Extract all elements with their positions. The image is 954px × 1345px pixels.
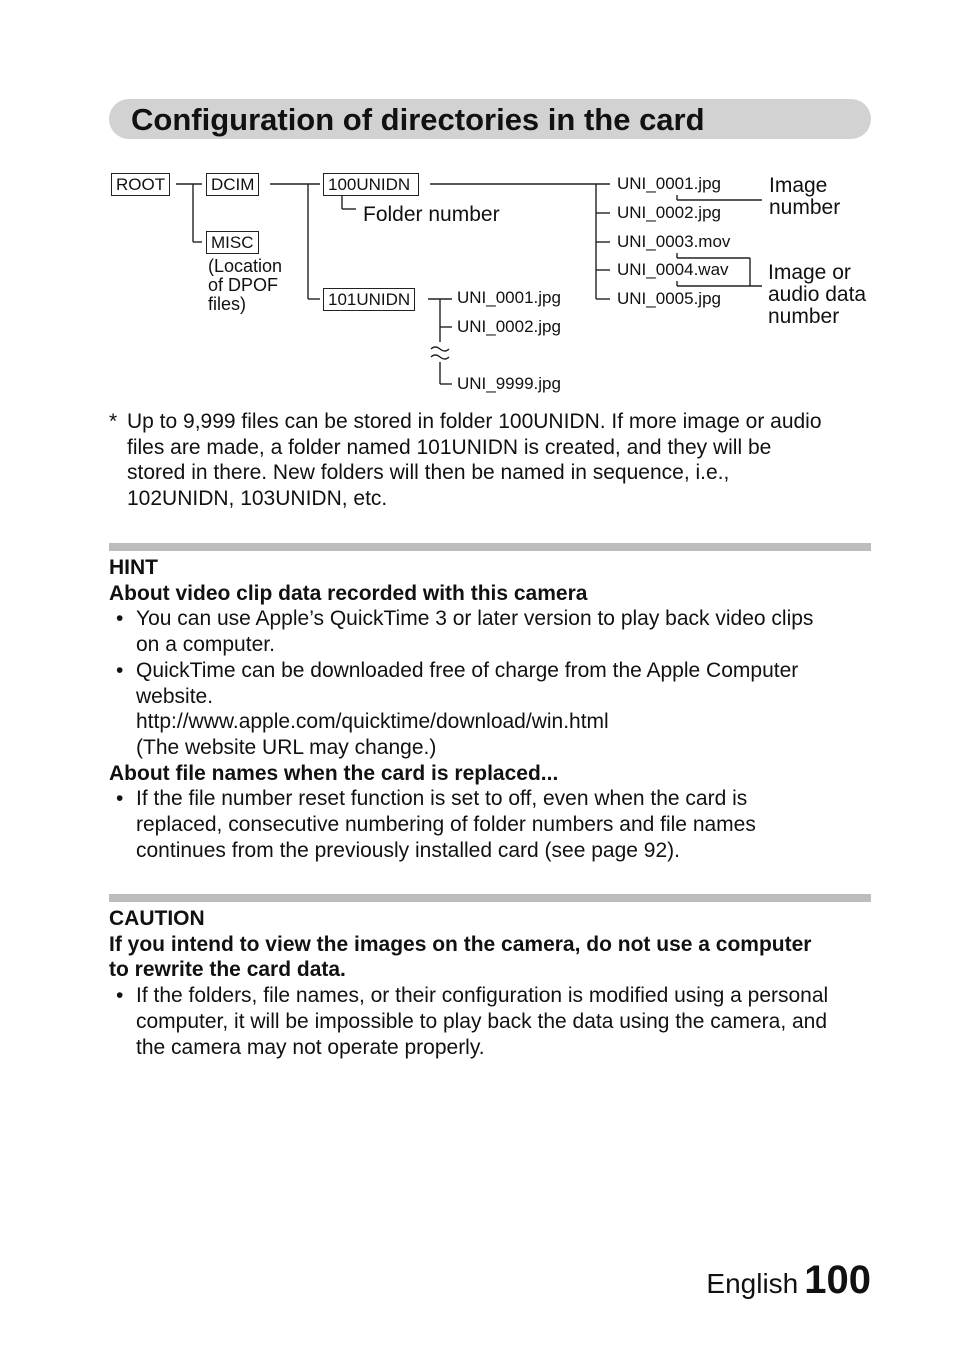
image-audio-number-label: Image or audio data number: [768, 261, 867, 328]
caution-heading: CAUTION: [109, 907, 205, 930]
root-folder-box: ROOT: [111, 173, 170, 196]
file-uni-0004-wav: UNI_0004.wav: [617, 260, 729, 279]
footnote-line: 102UNIDN, 103UNIDN, etc.: [127, 486, 388, 510]
footer-language: English: [706, 1268, 799, 1299]
page-footer: [706, 1258, 871, 1303]
page-title: Configuration of directories in the card: [131, 102, 705, 137]
hint-divider: [109, 543, 871, 551]
quicktime-url: http://www.apple.com/quicktime/download/win.html: [136, 710, 609, 734]
folder-100unidn-box: 100UNIDN: [323, 173, 419, 196]
misc-note: (Location of DPOF files): [208, 256, 283, 314]
folder-number-label: Folder number: [363, 203, 500, 226]
footnote-line: files are made, a folder named 101UNIDN is created, and they will be: [127, 435, 772, 459]
caution-divider: [109, 894, 871, 902]
file-uni-0002-jpg: UNI_0002.jpg: [617, 203, 721, 222]
misc-folder-box: MISC: [206, 231, 259, 254]
footnote-line: Up to 9,999 files can be stored in folder 100UNIDN. If more image or audio: [127, 410, 822, 433]
hint-bullet-quicktime-download: • QuickTime can be downloaded free of charge from the Apple Computer website. http://www.apple.com/quicktime/download/win.html (The website URL may change.): [109, 658, 871, 761]
hint-subheading-filenames: About file names when the card is replaced...: [109, 761, 559, 785]
file-101-uni-9999-jpg: UNI_9999.jpg: [457, 374, 561, 393]
bullet-icon: •: [116, 984, 124, 1008]
caution-section: [109, 906, 871, 1060]
caution-subheading: If you intend to view the images on the camera, do not use a computer to rewrite the card data.: [109, 932, 812, 982]
directory-tree-diagram: [0, 0, 954, 420]
image-number-label: Image number: [769, 174, 841, 219]
hint-heading: HINT: [109, 556, 158, 579]
hint-subheading-video: About video clip data recorded with this camera: [109, 581, 588, 605]
dcim-folder-box: DCIM: [206, 173, 259, 196]
footnote-marker: *: [109, 410, 118, 433]
hint-section: [109, 555, 871, 863]
footnote-line: stored in there. New folders will then be named in sequence, i.e.,: [127, 461, 730, 484]
file-uni-0001-jpg: UNI_0001.jpg: [617, 174, 721, 193]
bullet-icon: •: [116, 607, 124, 631]
folder-101unidn-box: 101UNIDN: [323, 288, 415, 311]
file-101-uni-0001-jpg: UNI_0001.jpg: [457, 288, 561, 307]
file-101-uni-0002-jpg: UNI_0002.jpg: [457, 317, 561, 336]
page-number: 100: [804, 1258, 871, 1302]
caution-bullet: • If the folders, file names, or their configuration is modified using a personal computer, it will be impossible to play back the data using the camera, and the camera may not operate properly.: [116, 984, 829, 1059]
bullet-icon: •: [116, 787, 124, 811]
hint-bullet-file-reset: • If the file number reset function is set to off, even when the card is replaced, consecutive numbering of folder numbers and file names continues from the previously installed card (see page 92).: [116, 787, 756, 862]
footnote: [109, 409, 871, 511]
hint-bullet-quicktime-version: • You can use Apple’s QuickTime 3 or later version to play back video clips on a computer.: [116, 607, 814, 657]
bullet-icon: •: [116, 658, 124, 682]
file-uni-0005-jpg: UNI_0005.jpg: [617, 289, 721, 308]
file-uni-0003-mov: UNI_0003.mov: [617, 232, 731, 251]
